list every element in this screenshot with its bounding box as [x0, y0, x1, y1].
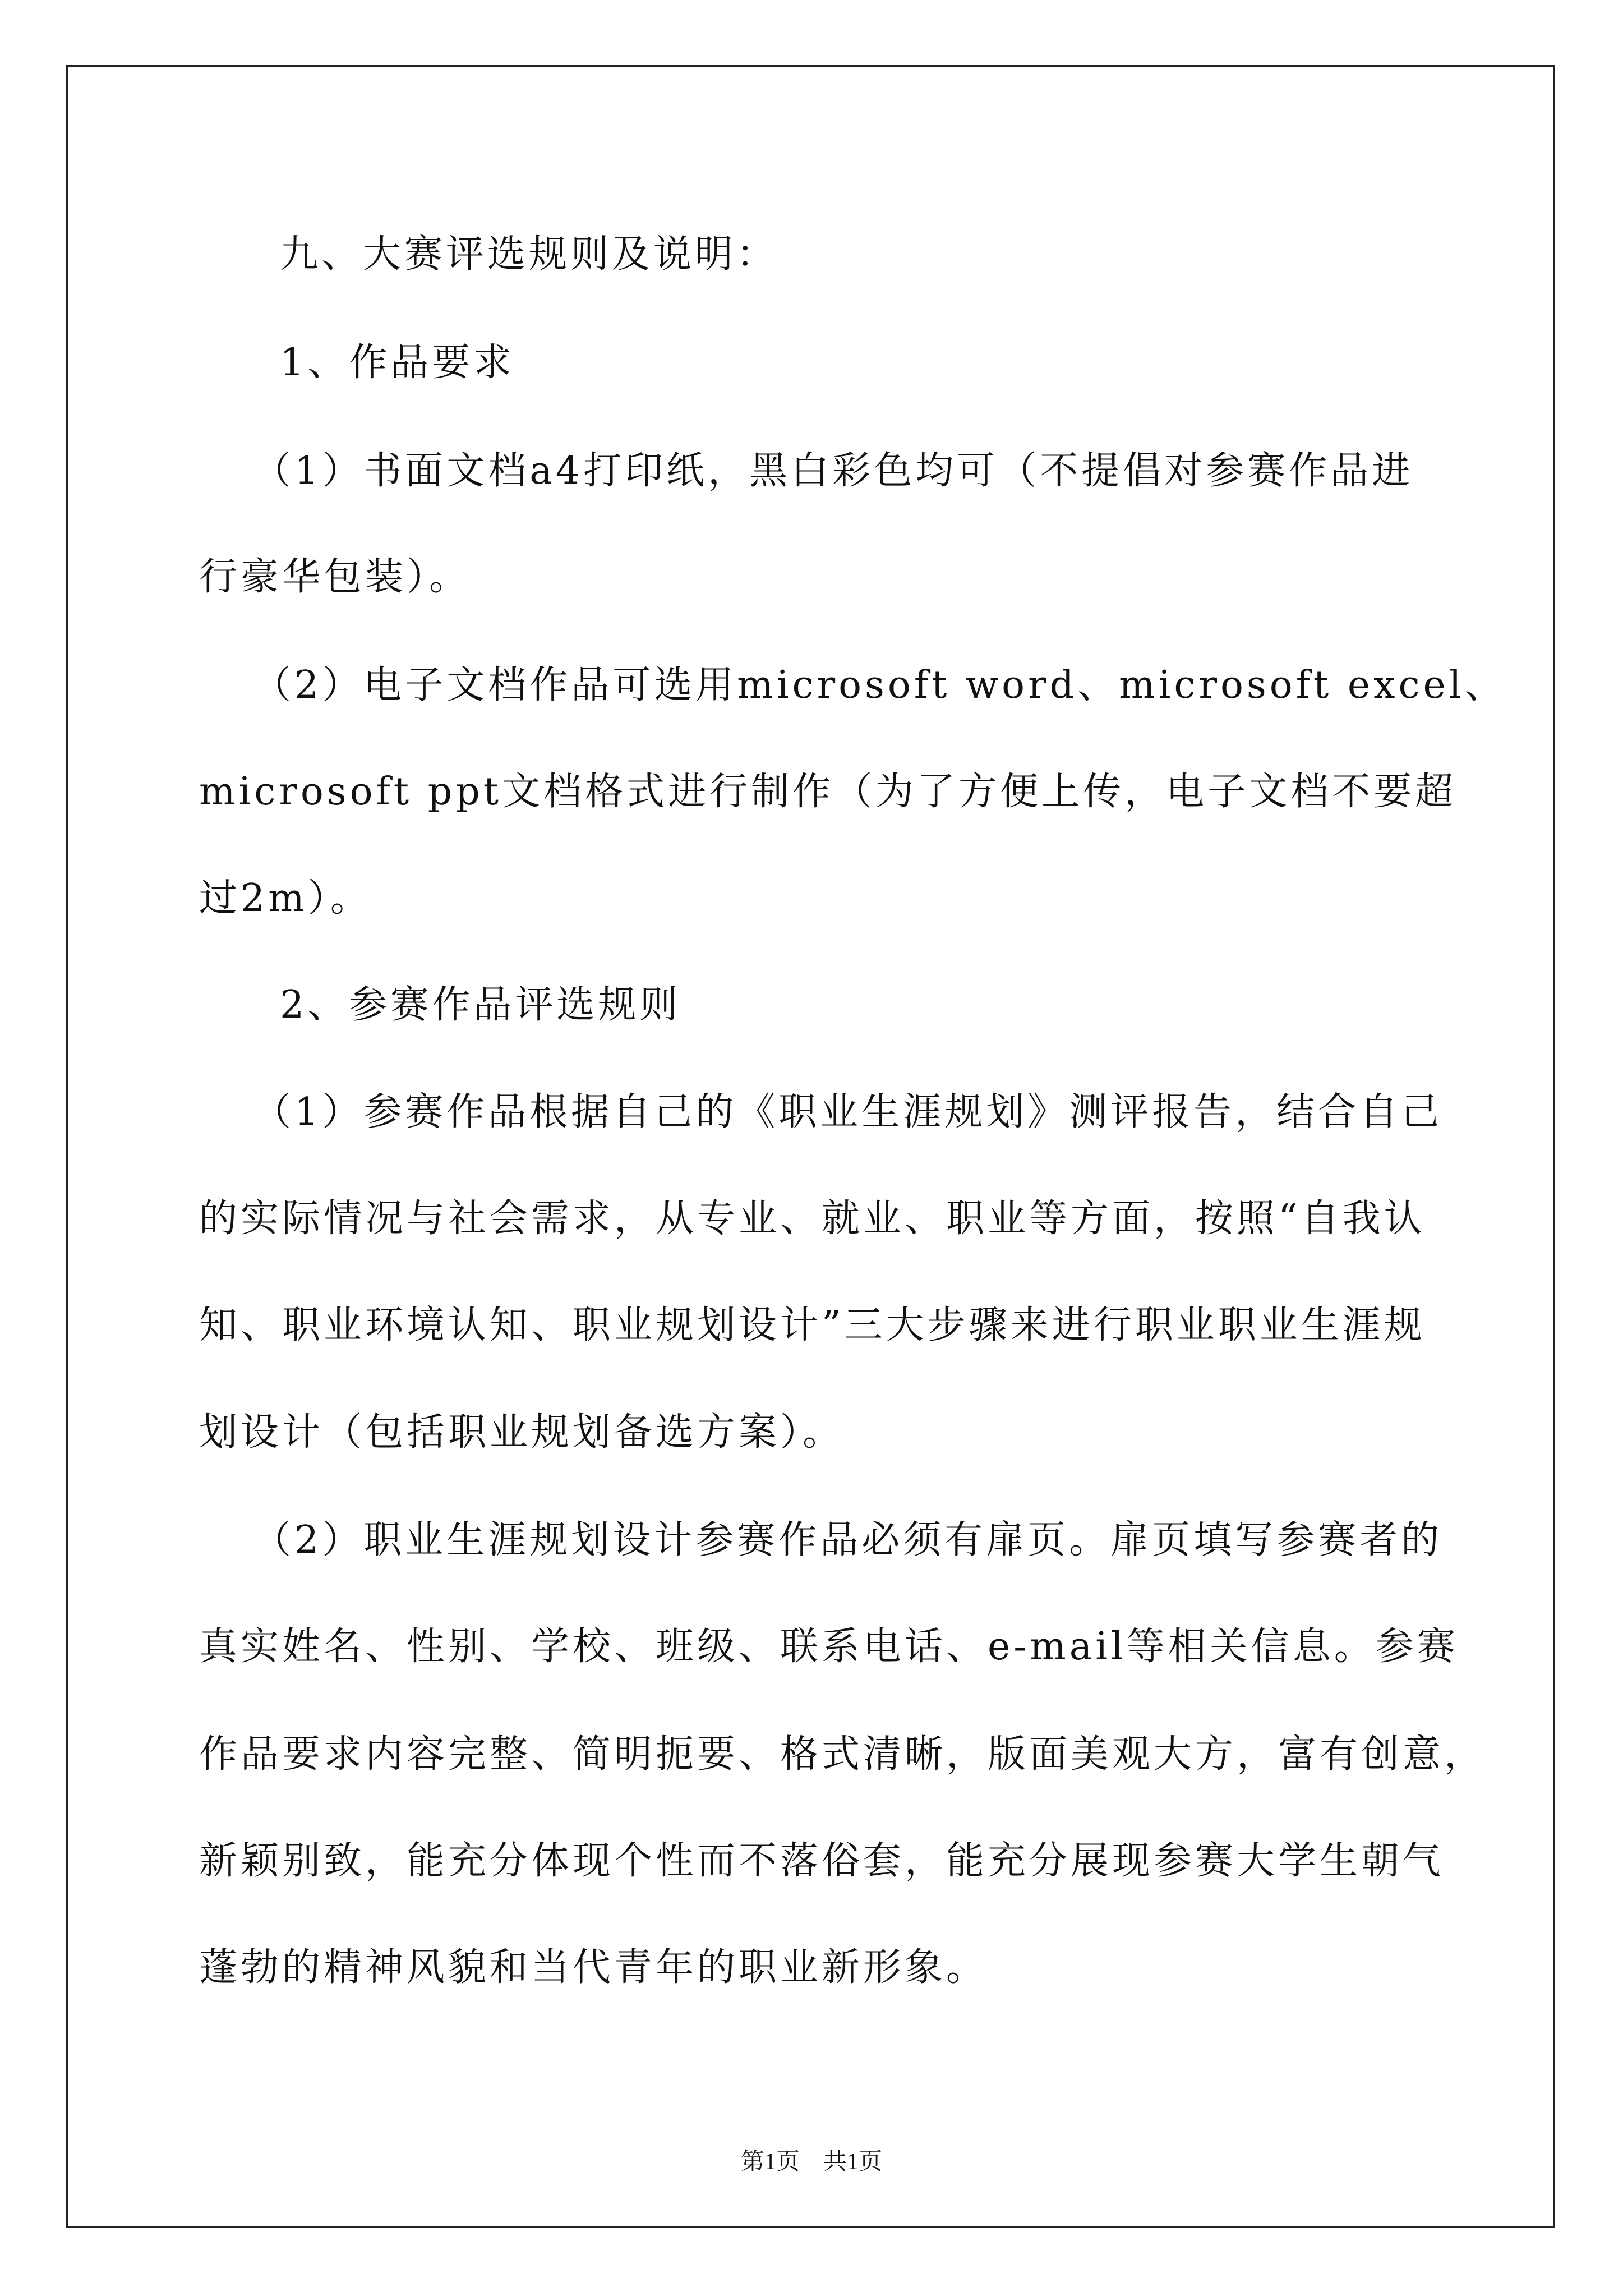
paragraph-line: 真实姓名、性别、学校、班级、联系电话、e-mail等相关信息。参赛	[199, 1625, 1459, 1669]
section-heading: 九、大赛评选规则及说明：	[280, 232, 778, 277]
page-border	[66, 65, 1555, 2228]
paragraph-line: 新颖别致，能充分体现个性而不落俗套，能充分展现参赛大学生朝气	[199, 1839, 1445, 1883]
paragraph-line: （2）电子文档作品可选用microsoft word、microsoft excel、	[253, 663, 1506, 707]
subsection-heading: 2、参赛作品评选规则	[280, 983, 681, 1027]
paragraph-line: 的实际情况与社会需求，从专业、就业、职业等方面，按照“自我认	[199, 1197, 1426, 1241]
paragraph-line: 划设计（包括职业规划备选方案）。	[199, 1410, 845, 1455]
paragraph-line: （2）职业生涯规划设计参赛作品必须有扉页。扉页填写参赛者的	[253, 1518, 1443, 1562]
paragraph-line: （1）书面文档a4打印纸，黑白彩色均可（不提倡对参赛作品进	[253, 449, 1414, 493]
paragraph-line: 行豪华包装）。	[199, 555, 471, 599]
paragraph-line: 过2m）。	[199, 876, 372, 921]
paragraph-line: 蓬勃的精神风貌和当代青年的职业新形象。	[199, 1945, 988, 1990]
paragraph-line: microsoft ppt文档格式进行制作（为了方便上传，电子文档不要超	[199, 770, 1457, 814]
paragraph-line: 作品要求内容完整、简明扼要、格式清晰，版面美观大方，富有创意，	[199, 1732, 1486, 1777]
subsection-heading: 1、作品要求	[280, 341, 515, 385]
paragraph-line: （1）参赛作品根据自己的《职业生涯规划》测评报告，结合自己	[253, 1090, 1443, 1134]
page-number-footer: 第1页 共1页	[740, 2149, 882, 2175]
paragraph-line: 知、职业环境认知、职业规划设计”三大步骤来进行职业职业生涯规	[199, 1303, 1426, 1347]
